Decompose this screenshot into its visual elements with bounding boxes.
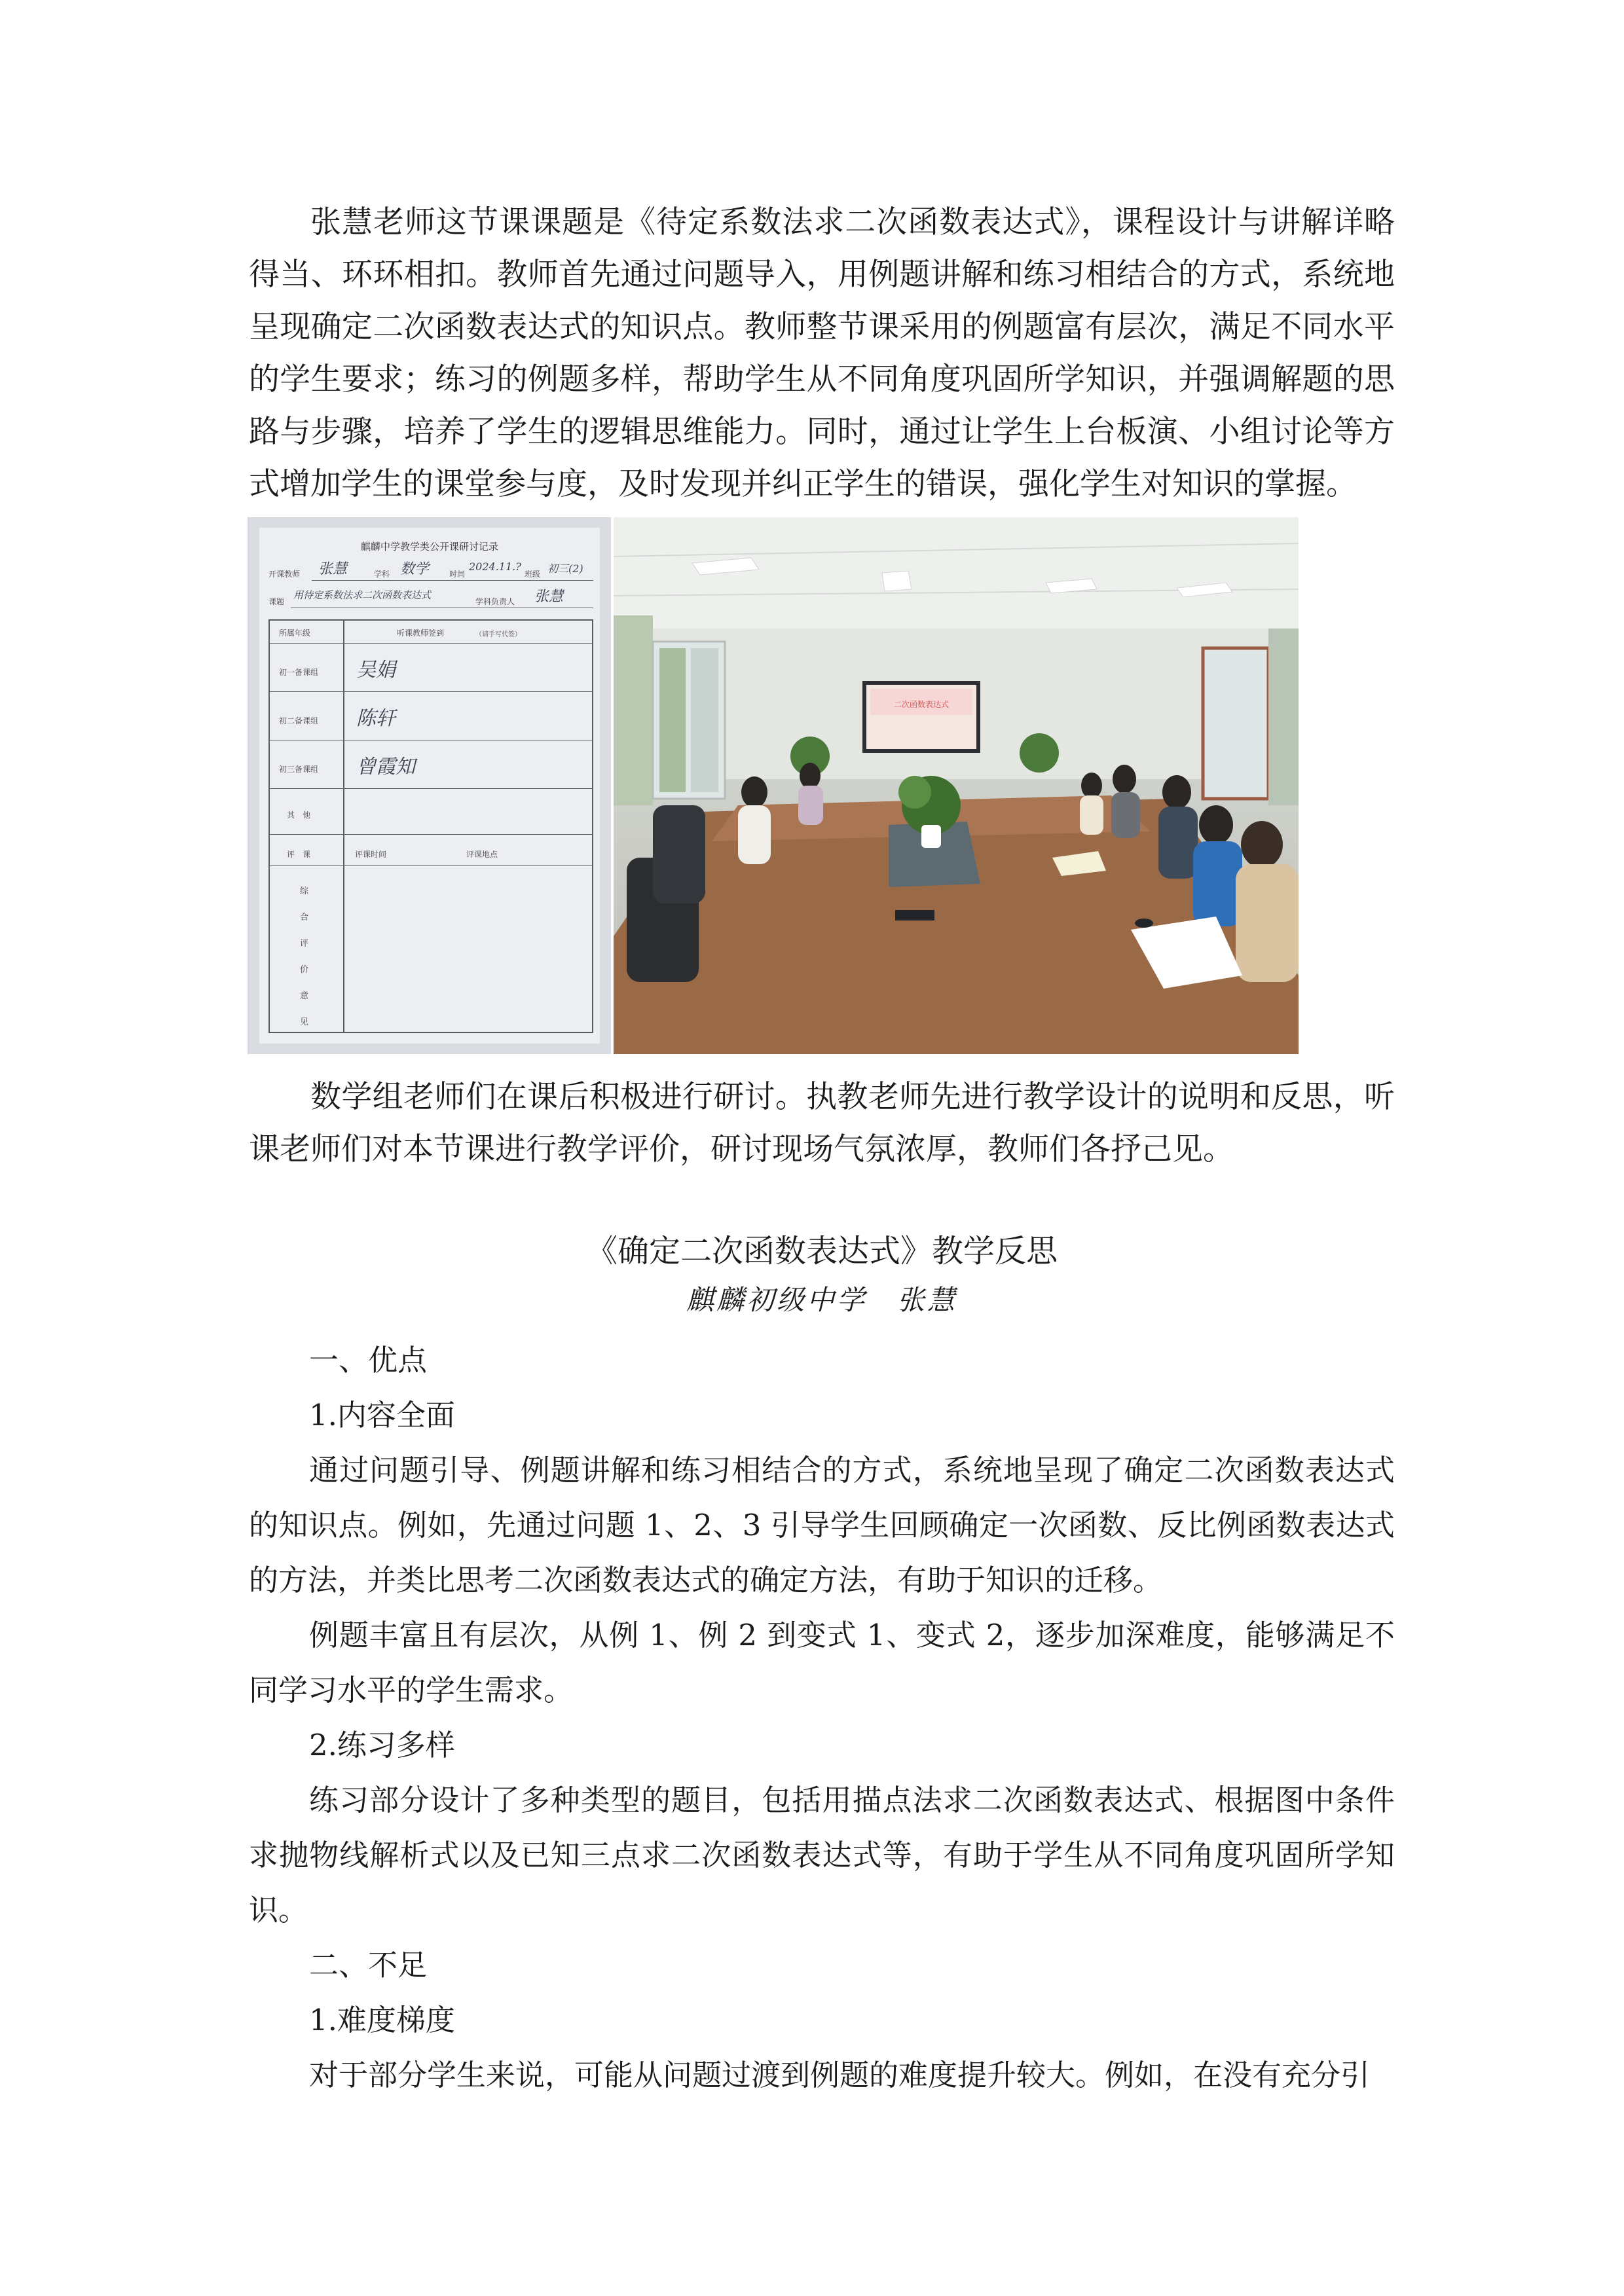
s1-item2-heading: 2.练习多样 xyxy=(309,1728,455,1762)
section2-heading: 二、不足 xyxy=(309,1948,428,1982)
discussion-paragraph: 数学组老师们在课后积极进行研讨。执教老师先进行教学设计的说明和反思，听课老师们对本节课进行教学评价，研讨现场气氛浓厚，教师们各抒己见。 xyxy=(249,1079,1395,1167)
sign-in-sheet-paper xyxy=(259,528,600,1044)
group-label-grade1: 初一备课组 xyxy=(279,668,319,677)
reflection-author: 麒麟初级中学 张慧 xyxy=(686,1284,957,1316)
reflection-title: 《确定二次函数表达式》教学反思 xyxy=(585,1233,1058,1269)
review-time-label: 评课时间 xyxy=(355,850,387,859)
sign-in-sheet-photo xyxy=(248,517,611,1054)
group-label-other: 其 他 xyxy=(287,811,311,820)
subject-label: 学科 xyxy=(374,570,390,579)
intro-paragraph: 张慧老师这节课课题是《待定系数法求二次函数表达式》，课程设计与讲解详略得当、环环相扣。教师首先通过问题导入，用例题讲解和练习相结合的方式，系统地呈现确定二次函数表达式的知识点。教师整节课采用的例题富有层次，满足不同水平的学生要求；练习的例题多样，帮助学生从不同角度巩固所学知识，并强调解题的思路与步骤，培养了学生的逻辑思维能力。同时，通过让学生上台板演、小组讨论等方式增加学生的课堂参与度，及时发现并纠正学生的错误，强化学生对知识的掌握。 xyxy=(249,204,1395,502)
group-signature-grade2: 陈轩 xyxy=(356,707,396,730)
table-left-border xyxy=(268,619,270,1033)
screen-text: 二次函数表达式 xyxy=(893,700,950,709)
meeting-room-illustration xyxy=(614,517,1299,1054)
section1-heading: 一、优点 xyxy=(309,1343,428,1377)
review-label: 评 课 xyxy=(287,850,311,859)
row1-underline xyxy=(312,580,593,581)
table-column-divider xyxy=(343,619,344,1033)
header-row-divider xyxy=(268,643,593,644)
time-label: 时间 xyxy=(449,570,466,579)
sheet-title: 麒麟中学教学类公开课研讨记录 xyxy=(360,541,498,553)
class-value: 初三(2) xyxy=(547,562,583,575)
grade-header: 所属年级 xyxy=(279,629,311,638)
class-label: 班级 xyxy=(525,570,541,579)
leader-signature: 张慧 xyxy=(534,589,564,605)
s1-item2-paragraph1: 练习部分设计了多种类型的题目，包括用描点法求二次函数表达式、根据图中条件求抛物线解析式以及已知三点求二次函数表达式等，有助于学生从不同角度巩固所学知识。 xyxy=(249,1783,1395,1927)
group-signature-grade3: 曾霞知 xyxy=(356,756,415,778)
teacher-signature: 张慧 xyxy=(318,561,348,577)
teacher-label: 开课教师 xyxy=(268,570,301,579)
group-label-grade2: 初二备课组 xyxy=(279,716,319,725)
sign-header-note: （请手写代签） xyxy=(475,631,521,638)
group-row-divider xyxy=(268,788,593,789)
meeting-room-photo xyxy=(614,517,1299,1054)
s1-item1-heading: 1.内容全面 xyxy=(309,1398,455,1432)
sign-header: 听课教师签到 xyxy=(397,629,445,638)
group-row-divider xyxy=(268,834,593,835)
summary-label: 综合评价意见 xyxy=(300,886,309,1027)
topic-value: 用待定系数法求二次函数表达式 xyxy=(293,589,432,601)
s2-item1-heading: 1.难度梯度 xyxy=(309,2003,455,2037)
table-top-border xyxy=(268,619,593,621)
table-bottom-border xyxy=(268,1032,593,1033)
table-right-border xyxy=(592,619,593,1033)
subject-signature: 数学 xyxy=(400,561,430,577)
group-row-divider xyxy=(268,691,593,692)
time-value: 2024.11.? xyxy=(469,560,521,573)
topic-label: 课题 xyxy=(268,597,285,606)
group-signature-grade1: 吴娟 xyxy=(356,659,396,682)
s1-item1-paragraph2: 例题丰富且有层次，从例 1、例 2 到变式 1、变式 2，逐步加深难度，能够满足不同学习水平的学生需求。 xyxy=(249,1618,1395,1707)
s2-item1-paragraph1: 对于部分学生来说，可能从问题过渡到例题的难度提升较大。例如，在没有充分引 xyxy=(309,2058,1371,2092)
leader-label: 学科负责人 xyxy=(475,597,515,606)
s1-item1-paragraph1: 通过问题引导、例题讲解和练习相结合的方式，系统地呈现了确定二次函数表达式的知识点。例如，先通过问题 1、2、3 引导学生回顾确定一次函数、反比例函数表达式的方法，并类比思考二次函数表达式的确定方法，有助于知识的迁移。 xyxy=(249,1453,1395,1597)
review-place-label: 评课地点 xyxy=(466,850,498,859)
group-label-grade3: 初三备课组 xyxy=(279,765,319,774)
